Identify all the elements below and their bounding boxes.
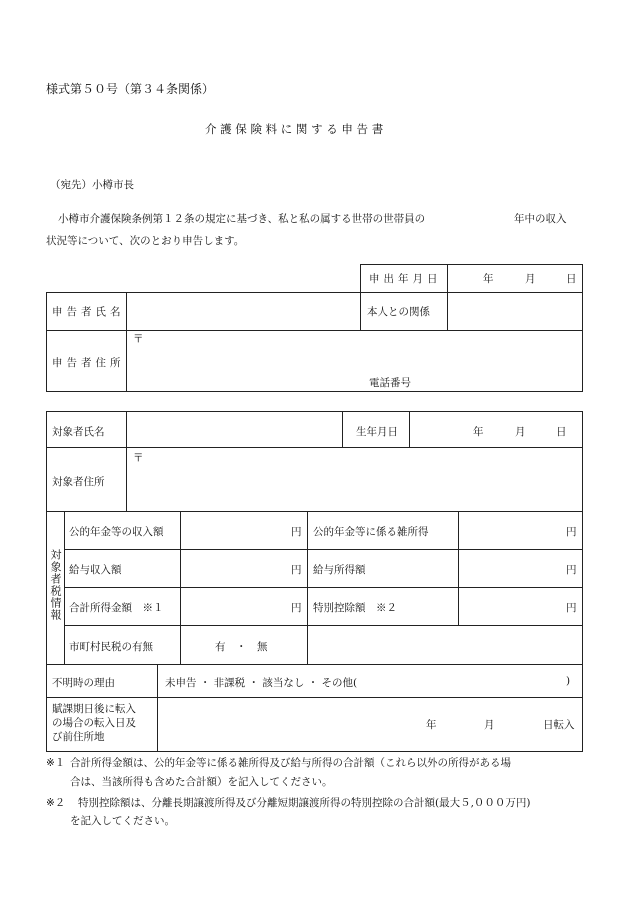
applicant-postal-mark: 〒 <box>133 333 144 345</box>
moved-in-label <box>52 702 136 744</box>
applicant-address-label: 申告者住所 <box>52 357 125 369</box>
relation-label: 本人との関係 <box>367 306 430 318</box>
birth-day: 日 <box>556 426 567 438</box>
total-income-label: 合計所得金額 ※１ <box>69 602 164 614</box>
resident-tax-label: 市町村民税の有無 <box>69 641 153 653</box>
phone-label: 電話番号 <box>369 377 411 389</box>
moved-in-label-line-2: の場合の転入日及 <box>52 717 136 729</box>
note-2-line-2: を記入してください。 <box>70 815 175 827</box>
applicant-address-field[interactable] <box>148 333 578 373</box>
salary-income-label: 給与収入額 <box>69 564 122 576</box>
salary-income-yen[interactable]: 円 <box>291 564 302 576</box>
special-deduction-label: 特別控除額 ※２ <box>313 602 397 614</box>
birth-year: 年 <box>473 426 484 438</box>
form-title: 介 護 保 険 料 に 関 す る 申 告 書 <box>205 122 384 136</box>
total-income-yen[interactable]: 円 <box>291 602 302 614</box>
date-month: 月 <box>525 273 536 285</box>
moved-in-day: 日転入 <box>543 719 575 731</box>
resident-tax-options[interactable]: 有 ・ 無 <box>215 641 268 653</box>
moved-in-label-line-3: び前住所地 <box>52 731 105 743</box>
pension-income-yen[interactable]: 円 <box>291 526 302 538</box>
subject-address-label: 対象者住所 <box>52 476 105 488</box>
pension-misc-income-label: 公的年金等に係る雑所得 <box>313 526 429 538</box>
tax-info-side-label: 対象者税情報 <box>49 549 62 621</box>
moved-in-month: 月 <box>484 719 495 731</box>
note-1-mark: ※１ <box>46 757 66 769</box>
moved-in-label-line-1: 賦課期日後に転入 <box>52 703 136 715</box>
note-2-line-1: 特別控除額は、分離長期譲渡所得及び分離短期譲渡所得の特別控除の合計額(最大５,０００万円) <box>78 797 531 809</box>
salary-earnings-yen[interactable]: 円 <box>566 564 577 576</box>
subject-name-label: 対象者氏名 <box>52 426 105 438</box>
application-date-label: 申出年月日 <box>369 273 442 285</box>
subject-name-field[interactable] <box>132 415 338 443</box>
intro-line-1: 小樽市介護保険条例第１２条の規定に基づき、私と私の属する世帯の世帯員の <box>58 213 426 225</box>
salary-earnings-label: 給与所得額 <box>313 564 366 576</box>
subject-postal-mark: 〒 <box>133 452 144 464</box>
intro-year-suffix: 年中の収入 <box>514 213 567 225</box>
birth-date-label: 生年月日 <box>356 426 398 438</box>
date-day: 日 <box>566 273 577 285</box>
applicant-name-label: 申告者氏名 <box>52 306 125 318</box>
applicant-name-field[interactable] <box>132 296 356 326</box>
intro-line-2: 状況等について、次のとおり申告します。 <box>46 235 245 247</box>
relation-field[interactable] <box>452 296 578 326</box>
pension-misc-income-yen[interactable]: 円 <box>566 526 577 538</box>
unknown-reason-close: ) <box>566 675 571 687</box>
note-2-mark: ※２ <box>46 797 66 809</box>
moved-in-year: 年 <box>426 719 437 731</box>
unknown-reason-label: 不明時の理由 <box>52 677 115 689</box>
unknown-reason-options[interactable]: 未申告 ・ 非課税 ・ 該当なし ・ その他( <box>165 677 358 689</box>
note-1-line-2: 合は、当該所得も含めた合計額）を記入してください。 <box>70 776 333 788</box>
pension-income-label: 公的年金等の収入額 <box>69 526 164 538</box>
addressee: （宛先）小樽市長 <box>50 179 134 191</box>
form-number: 様式第５０号（第３４条関係） <box>46 82 215 96</box>
date-year: 年 <box>483 273 494 285</box>
birth-month: 月 <box>515 426 526 438</box>
subject-address-field[interactable] <box>148 452 578 506</box>
note-1-line-1: 合計所得金額は、公的年金等に係る雑所得及び給与所得の合計額（これら以外の所得がある場 <box>70 757 511 769</box>
special-deduction-yen[interactable]: 円 <box>566 602 577 614</box>
